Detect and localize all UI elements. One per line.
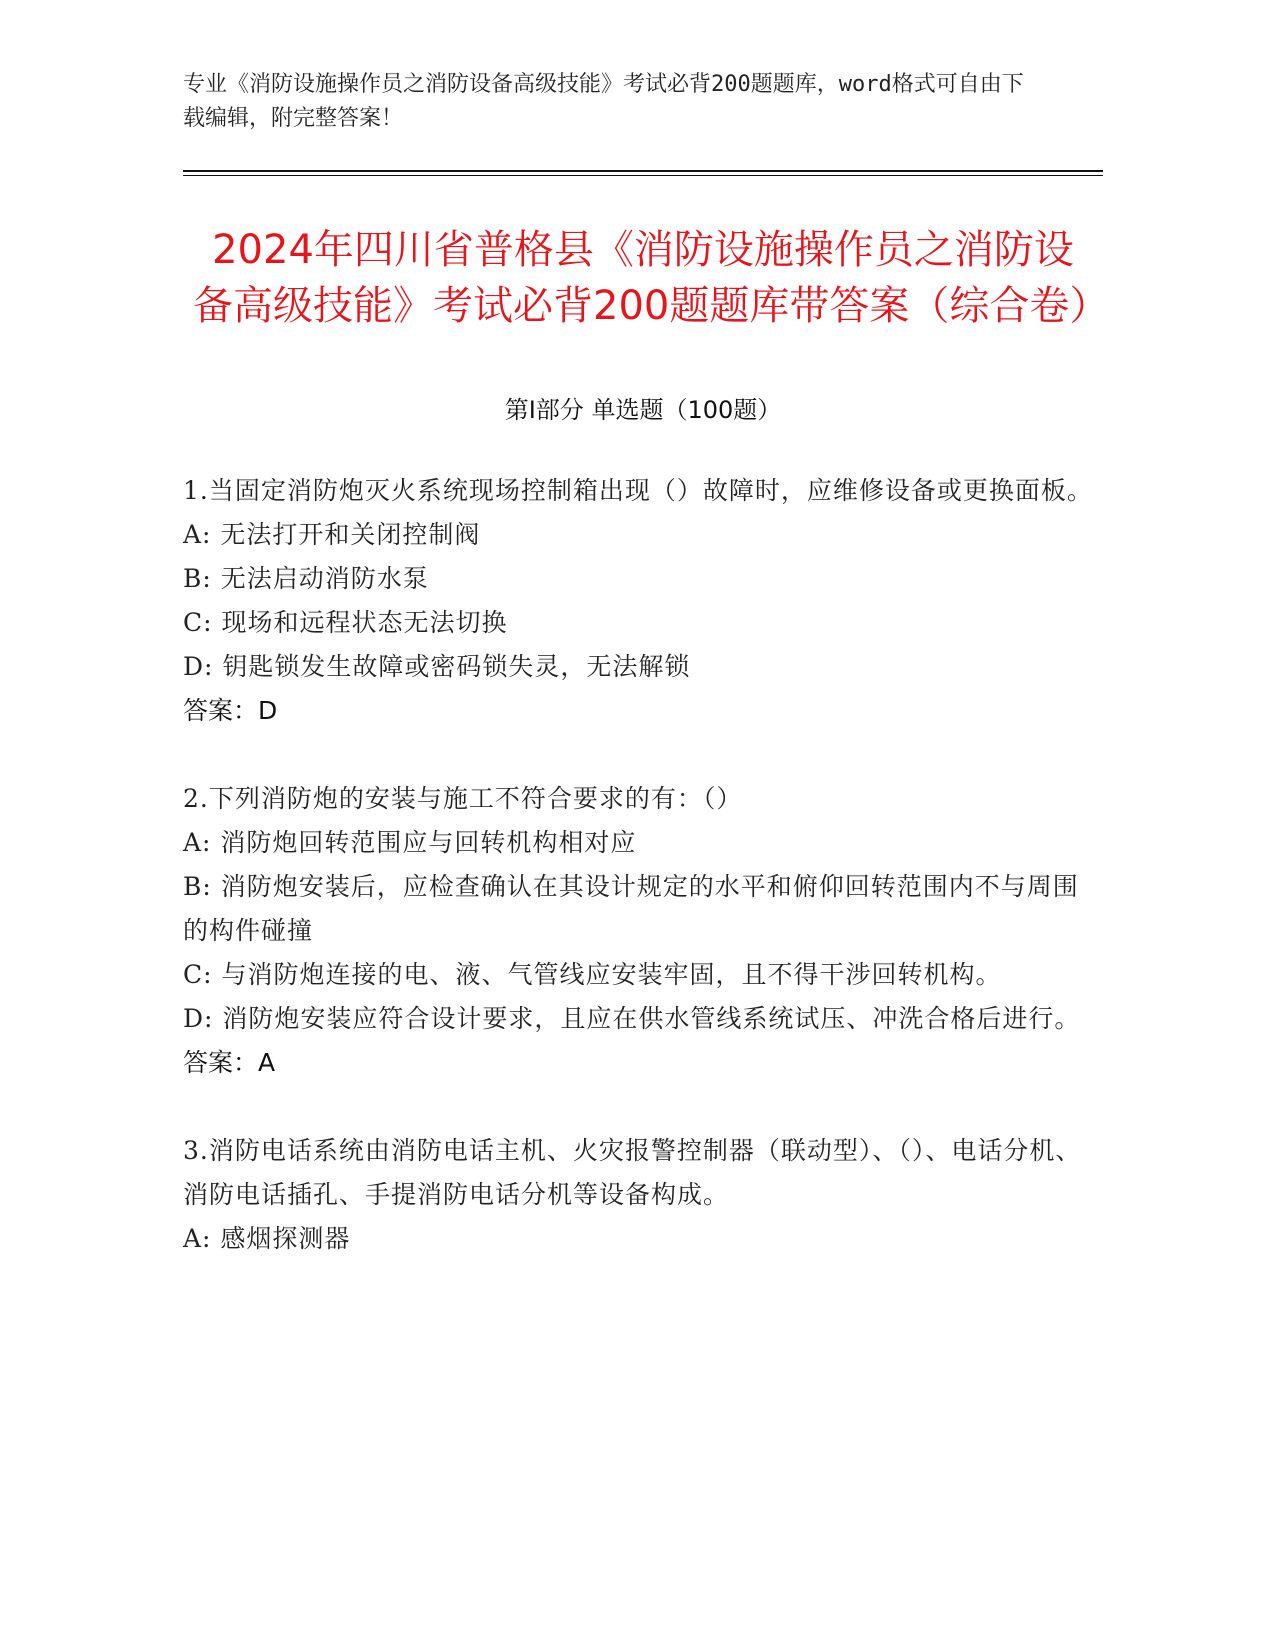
question-option: A: 消防炮回转范围应与回转机构相对应 (183, 828, 637, 857)
header-rule-thin (183, 175, 1103, 176)
document-title: 2024年四川省普格县《消防设施操作员之消防设备高级技能》考试必背200题题库带答案（综合卷） (193, 227, 1110, 329)
header-note: 专业《消防设施操作员之消防设备高级技能》考试必背200题题库，word格式可自由下载编辑，附完整答案！ (183, 72, 1024, 131)
question-option: A: 无法打开和关闭控制阀 (183, 520, 481, 549)
question-option: D: 消防炮安装应符合设计要求，且应在供水管线系统试压、冲洗合格后进行。 (183, 1004, 1081, 1033)
document-page (183, 68, 1110, 1305)
question-3 (183, 1129, 1103, 1261)
question-option: B: 无法启动消防水泵 (183, 564, 429, 593)
question-2 (183, 777, 1103, 1085)
question-option: D: 钥匙锁发生故障或密码锁失灵，无法解锁 (183, 652, 691, 681)
question-stem: 3.消防电话系统由消防电话主机、火灾报警控制器（联动型）、（）、电话分机、消防电话插孔、手提消防电话分机等设备构成。 (183, 1136, 1082, 1209)
header-rule-thick (183, 170, 1103, 172)
section-title: 第Ⅰ部分 单选题（100题） (504, 396, 782, 424)
question-answer: 答案：A (183, 1048, 276, 1077)
question-stem: 1.当固定消防炮灭火系统现场控制箱出现（）故障时，应维修设备或更换面板。 (183, 476, 1093, 505)
question-1 (183, 469, 1103, 733)
question-option: C: 现场和远程状态无法切换 (183, 608, 508, 637)
question-option: A: 感烟探测器 (183, 1224, 351, 1253)
question-answer: 答案：D (183, 696, 278, 725)
question-stem: 2.下列消防炮的安装与施工不符合要求的有：（） (183, 784, 743, 813)
question-list (183, 469, 1103, 1261)
question-option: B: 消防炮安装后，应检查确认在其设计规定的水平和俯仰回转范围内不与周围的构件碰撞 (183, 872, 1079, 945)
question-option: C: 与消防炮连接的电、液、气管线应安装牢固，且不得干涉回转机构。 (183, 960, 1002, 989)
